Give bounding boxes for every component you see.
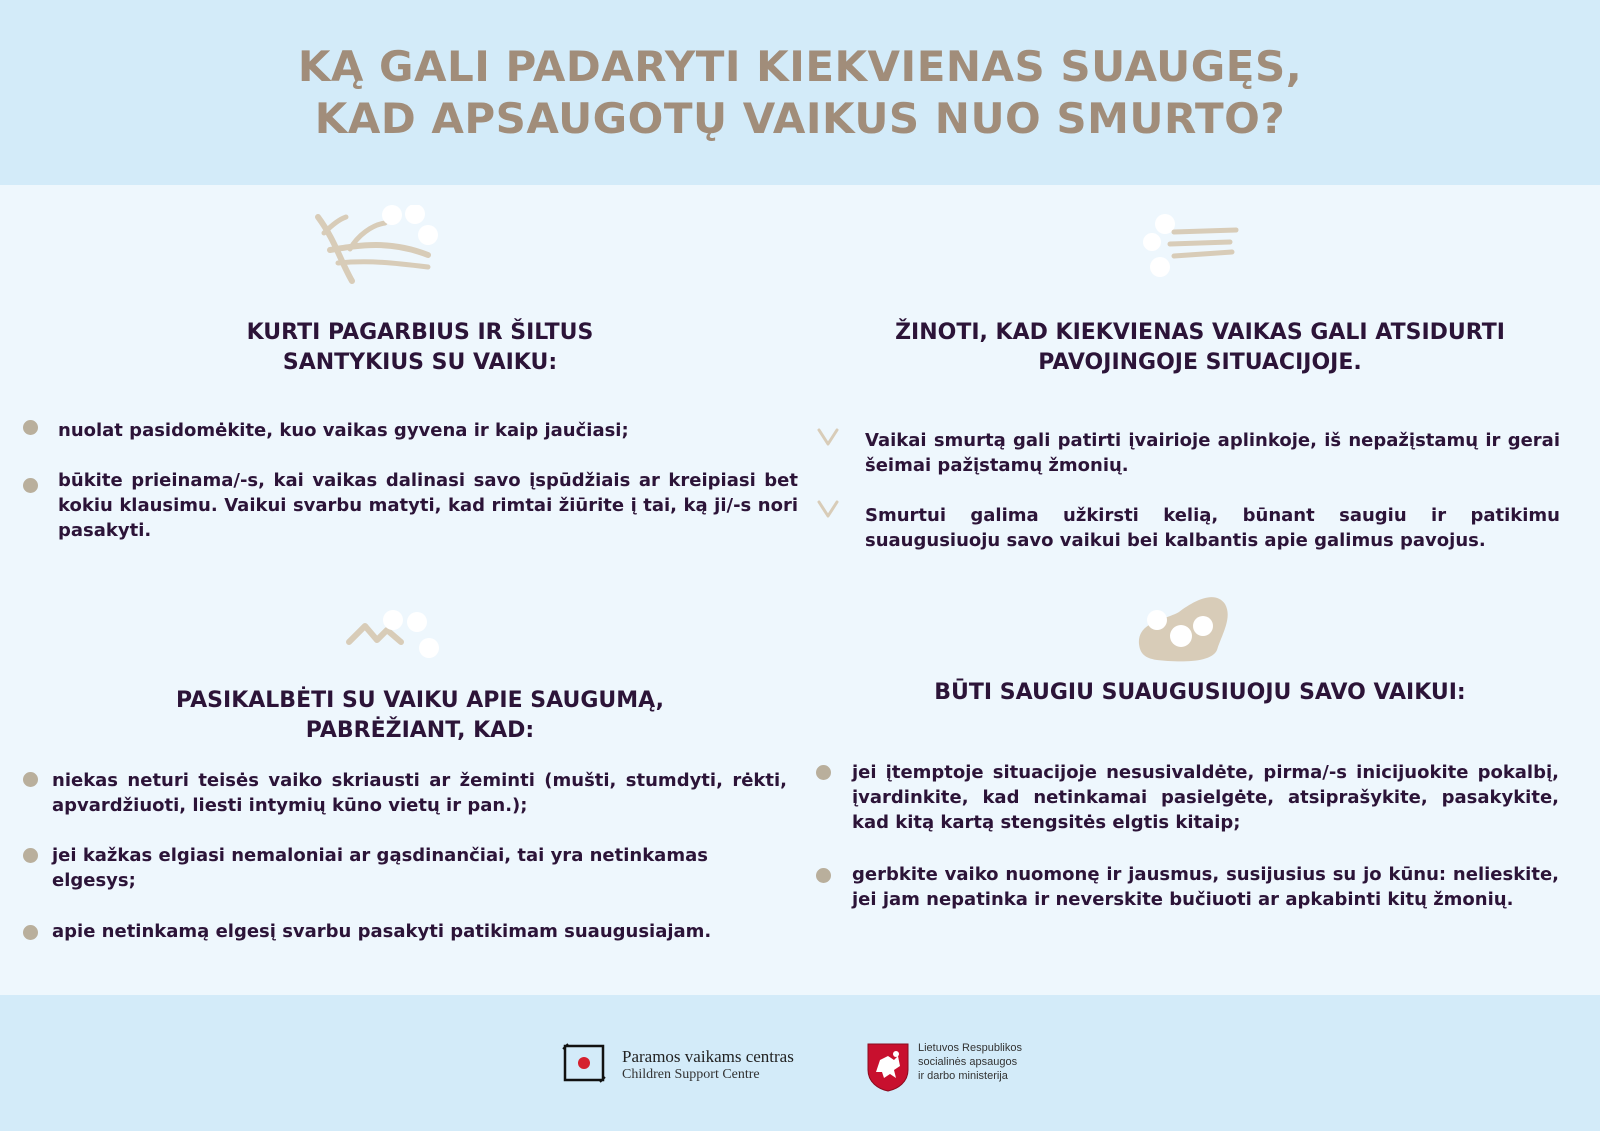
org2-line2: socialinės apsaugos [918,1056,1018,1068]
section-title-any-child-at-risk [815,318,1585,378]
section-title-talk-about-safety [40,686,800,746]
coat-of-arms-icon [866,1042,910,1092]
speed-lines-icon [1140,212,1240,282]
section-2-list-2 [865,503,1560,553]
section-2-list [865,428,1560,478]
section-3-list [52,768,787,818]
section-1-title-line2: SANTYKIUS SU VAIKU: [282,350,558,375]
section-1-list [58,418,798,467]
org1-name-en: Children Support Centre [622,1067,760,1082]
section-4-title-line1: BŪTI SAUGIU SUAUGUSIUOJU SAVO VAIKUI: [934,680,1466,705]
bullet-dot-icon [23,848,38,863]
list-item: Vaikai smurtą gali patirti įvairioje aplinkoje, iš nepažįstamų ir gerai šeimai pažįstamų žmonių. [865,430,1560,476]
list-item: jei įtemptoje situacijoje nesusivaldėte, pirma/-s inicijuokite pokalbį, įvardinkite, kad netinkamai pasielgėte, atsiprašykite, pasakykite, kad kitą kartą stengsitės elgtis kitaip; [852,762,1559,833]
section-3-title-line2: PABRĖŽIANT, KAD: [305,718,535,743]
org1-name: Paramos vaikams centras [622,1047,794,1066]
bullet-dot-icon [23,925,38,940]
list-item: būkite prieinama/-s, kai vaikas dalinasi savo įspūdžiais ar kreipiasi bet kokiu klausimu. Vaikui svarbu matyti, kad rimtai žiūrite į tai, ką ji/-s nori pasakyti. [58,470,798,541]
section-4-list-2 [852,862,1559,912]
section-title-be-safe-adult [815,678,1585,708]
list-item: niekas neturi teisės vaiko skriausti ar žeminti (mušti, stumdyti, rėkti, apvardžiuoti, liesti intymių kūno vietų ir pan.); [52,770,787,816]
section-2-title-line2: PAVOJINGOJE SITUACIJOJE. [1038,350,1362,375]
section-2-title-line1: ŽINOTI, KAD KIEKVIENAS VAIKAS GALI ATSIDURTI [895,320,1505,345]
page-title-line1: KĄ GALI PADARYTI KIEKVIENAS SUAUGĘS, [297,41,1303,91]
zigzag-icon [345,610,445,660]
list-item: Smurtui galima užkirsti kelią, būnant saugiu ir patikimu suaugusiuoju savo vaikui bei kalbantis apie galimus pavojus. [865,505,1560,551]
list-item: nuolat pasidomėkite, kuo vaikas gyvena ir kaip jaučiasi; [58,420,629,441]
section-4-list [852,760,1559,835]
header-banner [0,0,1600,185]
section-1-list-2 [58,468,798,543]
bullet-dot-icon [816,868,831,883]
bullet-dot-icon [816,765,831,780]
footer [0,995,1600,1131]
branch-icon [310,205,445,285]
section-3-list-2 [52,843,787,893]
list-item: gerbkite vaiko nuomonę ir jausmus, susijusius su jo kūnu: nelieskite, jei jam nepatinka ir neverskite bučiuoti ar apkabinti kitų žmonių. [852,864,1559,910]
bullet-dot-icon [23,420,38,435]
section-3-title-line1: PASIKALBĖTI SU VAIKU APIE SAUGUMĄ, [176,688,664,713]
bullet-dot-icon [23,478,38,493]
children-support-centre-logo [562,1043,606,1083]
checkmark-icon [817,426,839,448]
section-1-title-line1: KURTI PAGARBIUS IR ŠILTUS [246,320,594,345]
section-title-warm-relationships [40,318,800,378]
bullet-dot-icon [23,772,38,787]
section-3-list-3 [52,919,812,944]
checkmark-icon [817,498,839,520]
list-item: apie netinkamą elgesį svarbu pasakyti patikimam suaugusiajam. [52,921,712,942]
page-title-line2: KAD APSAUGOTŲ VAIKUS NUO SMURTO? [314,93,1286,143]
org2-line1: Lietuvos Respublikos [918,1042,1022,1054]
list-item: jei kažkas elgiasi nemaloniai ar gąsdinančiai, tai yra netinkamas elgesys; [52,845,708,891]
blob-icon [1135,592,1235,664]
org2-line3: ir darbo ministerija [918,1070,1008,1082]
